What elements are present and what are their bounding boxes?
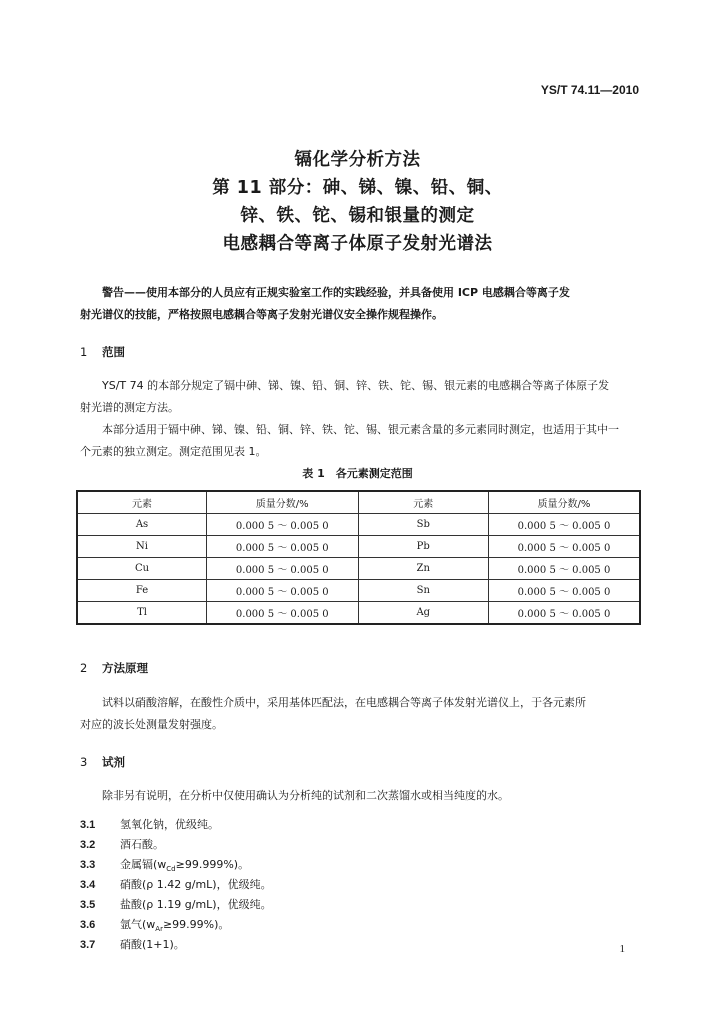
- table-cell: 0.000 5 ～ 0.005 0: [207, 580, 358, 602]
- item-text: 酒石酸。: [120, 838, 164, 851]
- item-text-after: ≥99.999%)。: [175, 858, 250, 871]
- header-element-2: 元素: [358, 491, 489, 514]
- list-item: [80, 835, 272, 855]
- title-line-1: 镉化学分析方法: [294, 150, 421, 170]
- table-cell: 0.000 5 ～ 0.005 0: [489, 536, 641, 558]
- table-cell: Sb: [358, 514, 489, 536]
- section-3-title: 试剂: [102, 755, 125, 769]
- title-line-2: 第 11 部分：砷、锑、镍、铅、铜、: [212, 178, 503, 198]
- table-cell: As: [77, 514, 207, 536]
- section-2-number: 2: [80, 661, 88, 675]
- section-2-title: 方法原理: [102, 661, 148, 675]
- header-mass-fraction-2: 质量分数/%: [489, 491, 641, 514]
- item-number: 3.4: [80, 879, 96, 891]
- item-text: 氢氧化钠，优级纯。: [120, 818, 219, 831]
- table-row: [77, 514, 640, 536]
- table-cell: 0.000 5 ～ 0.005 0: [489, 602, 641, 625]
- reagent-intro: [80, 785, 640, 807]
- table-cell: 0.000 5 ～ 0.005 0: [207, 514, 358, 536]
- table-cell: Tl: [77, 602, 207, 625]
- scope-p2-line-1: 本部分适用于镉中砷、锑、镍、铅、铜、锌、铁、铊、锡、银元素含量的多元素同时测定，也适用于其中一: [102, 423, 619, 436]
- table-cell: Fe: [77, 580, 207, 602]
- page-number: 1: [619, 943, 625, 955]
- section-1-number: 1: [80, 345, 88, 359]
- table-cell: Pb: [358, 536, 489, 558]
- principle-line-2: 对应的波长处测量发射强度。: [80, 718, 223, 731]
- list-item: [80, 815, 272, 835]
- warning-line-1: 警告——使用本部分的人员应有正规实验室工作的实践经验，并具备使用 ICP 电感耦合等离子发: [102, 286, 570, 299]
- item-text: 硝酸(1+1)。: [120, 938, 185, 951]
- element-range-table: [76, 490, 641, 625]
- list-item: [80, 915, 272, 935]
- header-element-1: 元素: [77, 491, 207, 514]
- section-1-heading: [80, 344, 125, 360]
- section-3-heading: [80, 754, 125, 770]
- table-cell: 0.000 5 ～ 0.005 0: [207, 558, 358, 580]
- scope-p2-line-2: 个元素的独立测定。测定范围见表 1。: [80, 445, 267, 458]
- table-row: [77, 602, 640, 625]
- item-number: 3.6: [80, 919, 96, 931]
- table-cell: 0.000 5 ～ 0.005 0: [489, 580, 641, 602]
- table-cell: 0.000 5 ～ 0.005 0: [207, 602, 358, 625]
- item-subscript: Cd: [166, 865, 176, 874]
- scope-p1-line-1: YS/T 74 的本部分规定了镉中砷、锑、镍、铅、铜、锌、铁、铊、锡、银元素的电感耦合等离子体原子发: [102, 379, 610, 392]
- item-number: 3.7: [80, 939, 96, 951]
- list-item: [80, 935, 272, 955]
- table-cell: Ag: [358, 602, 489, 625]
- table-cell: 0.000 5 ～ 0.005 0: [489, 514, 641, 536]
- section-1-title: 范围: [102, 345, 125, 359]
- header-mass-fraction-1: 质量分数/%: [207, 491, 358, 514]
- section-2-heading: [80, 660, 148, 676]
- table-cell: 0.000 5 ～ 0.005 0: [489, 558, 641, 580]
- standard-code: YS/T 74.11—2010: [540, 83, 639, 97]
- list-item: [80, 875, 272, 895]
- reagent-intro-line: 除非另有说明，在分析中仅使用确认为分析纯的试剂和二次蒸馏水或相当纯度的水。: [102, 789, 509, 802]
- document-title: [0, 146, 715, 258]
- item-text-after: ≥99.99%)。: [162, 918, 230, 931]
- principle-line-1: 试料以硝酸溶解，在酸性介质中，采用基体匹配法，在电感耦合等离子体发射光谱仪上，于各元素所: [102, 696, 586, 709]
- section-3-number: 3: [80, 755, 88, 769]
- table-cell: Cu: [77, 558, 207, 580]
- warning-paragraph: [80, 282, 640, 326]
- title-line-3: 锌、铁、铊、锡和银量的测定: [240, 206, 475, 226]
- scope-p1-line-2: 射光谱的测定方法。: [80, 401, 179, 414]
- table-1-caption: 表 1 各元素测定范围: [302, 467, 413, 480]
- item-number: 3.5: [80, 899, 96, 911]
- table-row: [77, 580, 640, 602]
- item-text: 金属镉(w: [120, 858, 167, 871]
- item-number: 3.3: [80, 859, 96, 871]
- table-cell: Zn: [358, 558, 489, 580]
- reagent-list: [80, 815, 272, 955]
- list-item: [80, 855, 272, 875]
- warning-line-2: 射光谱仪的技能，严格按照电感耦合等离子发射光谱仪安全操作规程操作。: [80, 308, 443, 321]
- item-text: 盐酸(ρ 1.19 g/mL)，优级纯。: [120, 898, 272, 911]
- section-1-body: [80, 375, 640, 463]
- table-row: [77, 558, 640, 580]
- table-cell: 0.000 5 ～ 0.005 0: [207, 536, 358, 558]
- table-cell: Ni: [77, 536, 207, 558]
- title-line-4: 电感耦合等离子体原子发射光谱法: [222, 234, 493, 254]
- table-cell: Sn: [358, 580, 489, 602]
- table-row: [77, 536, 640, 558]
- item-text: 氩气(w: [120, 918, 156, 931]
- item-number: 3.2: [80, 839, 96, 851]
- table-header-row: [77, 491, 640, 514]
- list-item: [80, 895, 272, 915]
- item-text: 硝酸(ρ 1.42 g/mL)，优级纯。: [120, 878, 272, 891]
- section-2-body: [80, 692, 640, 736]
- item-number: 3.1: [80, 819, 96, 831]
- item-subscript: Ar: [155, 925, 163, 934]
